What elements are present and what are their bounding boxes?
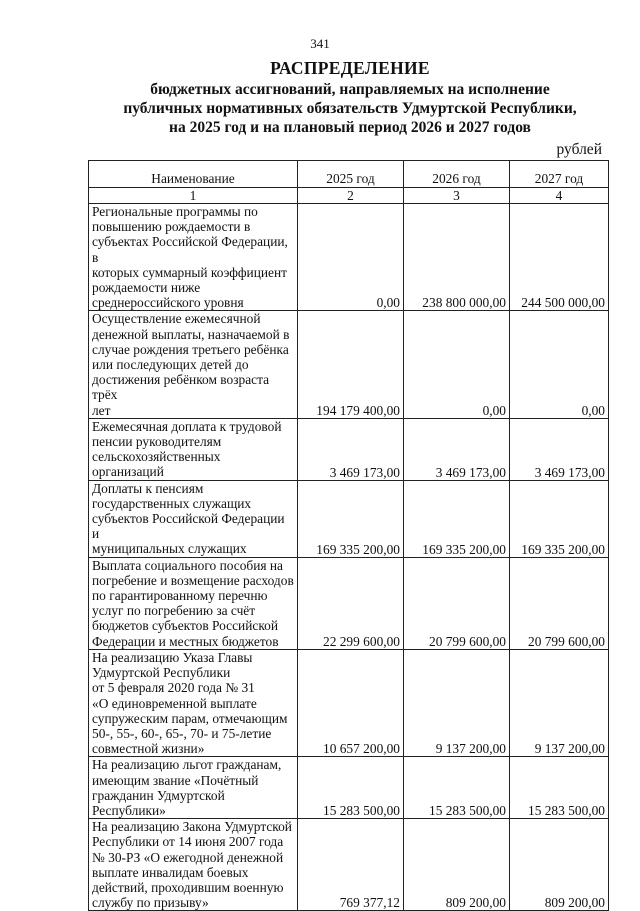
row-name-line: денежной выплаты, назначаемой в xyxy=(92,326,290,342)
column-number-row xyxy=(89,188,609,204)
value-2025: 194 179 400,00 xyxy=(298,311,404,418)
row-name-line: Выплата социального пособия на xyxy=(92,557,283,573)
row-name-line: 50-, 55-, 60-, 65-, 70- и 75-летие xyxy=(92,725,272,741)
table-body xyxy=(89,204,609,911)
budget-table xyxy=(88,160,609,911)
units-label: рублей xyxy=(556,141,602,158)
value-2025: 169 335 200,00 xyxy=(298,480,404,557)
row-name-line: Республики» xyxy=(92,802,166,818)
table-row xyxy=(89,311,609,418)
row-name-line: № 30-РЗ «О ежегодной денежной xyxy=(92,849,284,865)
value-2025: 22 299 600,00 xyxy=(298,557,404,649)
column-number: 1 xyxy=(89,188,298,204)
value-2025: 0,00 xyxy=(298,204,404,311)
row-name-line: действий, проходившим военную xyxy=(92,879,284,895)
document-title: РАСПРЕДЕЛЕНИЕ xyxy=(270,58,430,78)
row-name-cell xyxy=(89,819,298,911)
subtitle-line: публичных нормативных обязательств Удмуртской Республики, xyxy=(123,100,577,117)
row-name-line: На реализацию Закона Удмуртской xyxy=(92,819,292,835)
value-2027: 169 335 200,00 xyxy=(510,480,609,557)
table-row xyxy=(89,649,609,756)
row-name-line: достижения ребёнком возраста трёх xyxy=(92,372,270,403)
row-name-line: муниципальных служащих xyxy=(92,541,247,557)
value-2026: 169 335 200,00 xyxy=(404,480,510,557)
row-name-line: Удмуртской Республики xyxy=(92,665,231,681)
row-name-line: бюджетов субъектов Российской xyxy=(92,618,279,634)
row-name-cell xyxy=(89,418,298,480)
value-2027: 9 137 200,00 xyxy=(510,649,609,756)
row-name-line: от 5 февраля 2020 года № 31 xyxy=(92,680,255,696)
value-2027: 3 469 173,00 xyxy=(510,418,609,480)
row-name-line: Доплаты к пенсиям xyxy=(92,480,204,496)
row-name-line: случае рождения третьего ребёнка xyxy=(92,341,289,357)
row-name-line: супружеским парам, отмечающим xyxy=(92,710,288,726)
row-name-line: сельскохозяйственных организаций xyxy=(92,449,221,480)
row-name-cell xyxy=(89,649,298,756)
row-name-line: совместной жизни» xyxy=(92,741,205,757)
value-2026: 809 200,00 xyxy=(404,819,510,911)
row-name-line: гражданин Удмуртской xyxy=(92,787,225,803)
header-2026: 2026 год xyxy=(404,161,510,188)
column-number: 4 xyxy=(510,188,609,204)
column-number: 3 xyxy=(404,188,510,204)
row-name-line: пенсии руководителям xyxy=(92,434,222,450)
value-2027: 0,00 xyxy=(510,311,609,418)
value-2026: 9 137 200,00 xyxy=(404,649,510,756)
row-name-line: На реализацию Указа Главы xyxy=(92,649,253,665)
subtitle-line: на 2025 год и на плановый период 2026 и 2027 годов xyxy=(169,119,531,136)
row-name-line: Осуществление ежемесячной xyxy=(92,311,261,327)
row-name-line: субъектах Российской Федерации, в xyxy=(92,234,288,265)
header-name: Наименование xyxy=(89,161,298,188)
value-2025: 3 469 173,00 xyxy=(298,418,404,480)
row-name-line: Ежемесячная доплата к трудовой xyxy=(92,418,282,434)
row-name-line: лет xyxy=(92,402,111,418)
table-row xyxy=(89,819,609,911)
table-row xyxy=(89,204,609,311)
table-row xyxy=(89,480,609,557)
row-name-cell xyxy=(89,757,298,819)
table-header-row xyxy=(89,161,609,188)
row-name-line: услуг по погребению за счёт xyxy=(92,603,256,619)
row-name-line: Федерации и местных бюджетов xyxy=(92,633,279,649)
row-name-line: службу по призыву» xyxy=(92,895,209,911)
value-2026: 3 469 173,00 xyxy=(404,418,510,480)
row-name-line: государственных служащих xyxy=(92,495,252,511)
value-2027: 20 799 600,00 xyxy=(510,557,609,649)
row-name-line: которых суммарный коэффициент xyxy=(92,264,287,280)
value-2027: 15 283 500,00 xyxy=(510,757,609,819)
value-2027: 244 500 000,00 xyxy=(510,204,609,311)
row-name-cell xyxy=(89,204,298,311)
row-name-line: погребение и возмещение расходов xyxy=(92,572,294,588)
table-row xyxy=(89,757,609,819)
row-name-cell xyxy=(89,557,298,649)
document-subtitle xyxy=(60,80,640,137)
row-name-cell xyxy=(89,311,298,418)
row-name-line: или последующих детей до xyxy=(92,357,249,373)
value-2025: 15 283 500,00 xyxy=(298,757,404,819)
value-2026: 0,00 xyxy=(404,311,510,418)
table-row xyxy=(89,557,609,649)
value-2026: 15 283 500,00 xyxy=(404,757,510,819)
row-name-line: повышению рождаемости в xyxy=(92,219,251,235)
value-2026: 238 800 000,00 xyxy=(404,204,510,311)
value-2025: 769 377,12 xyxy=(298,819,404,911)
row-name-line: выплате инвалидам боевых xyxy=(92,864,249,880)
row-name-cell xyxy=(89,480,298,557)
row-name-line: среднероссийского уровня xyxy=(92,295,244,311)
row-name-line: «О единовременной выплате xyxy=(92,695,257,711)
value-2026: 20 799 600,00 xyxy=(404,557,510,649)
row-name-line: рождаемости ниже xyxy=(92,280,201,296)
row-name-line: На реализацию льгот гражданам, xyxy=(92,757,282,773)
value-2025: 10 657 200,00 xyxy=(298,649,404,756)
table-row xyxy=(89,418,609,480)
row-name-line: по гарантированному перечню xyxy=(92,588,268,604)
row-name-line: субъектов Российской Федерации и xyxy=(92,511,285,542)
value-2027: 809 200,00 xyxy=(510,819,609,911)
subtitle-line: бюджетных ассигнований, направляемых на исполнение xyxy=(150,81,550,98)
header-2027: 2027 год xyxy=(510,161,609,188)
page-number: 341 xyxy=(310,36,330,51)
column-number: 2 xyxy=(298,188,404,204)
row-name-line: имеющим звание «Почётный xyxy=(92,772,259,788)
row-name-line: Региональные программы по xyxy=(92,204,258,219)
header-2025: 2025 год xyxy=(298,161,404,188)
row-name-line: Республики от 14 июня 2007 года xyxy=(92,834,284,850)
